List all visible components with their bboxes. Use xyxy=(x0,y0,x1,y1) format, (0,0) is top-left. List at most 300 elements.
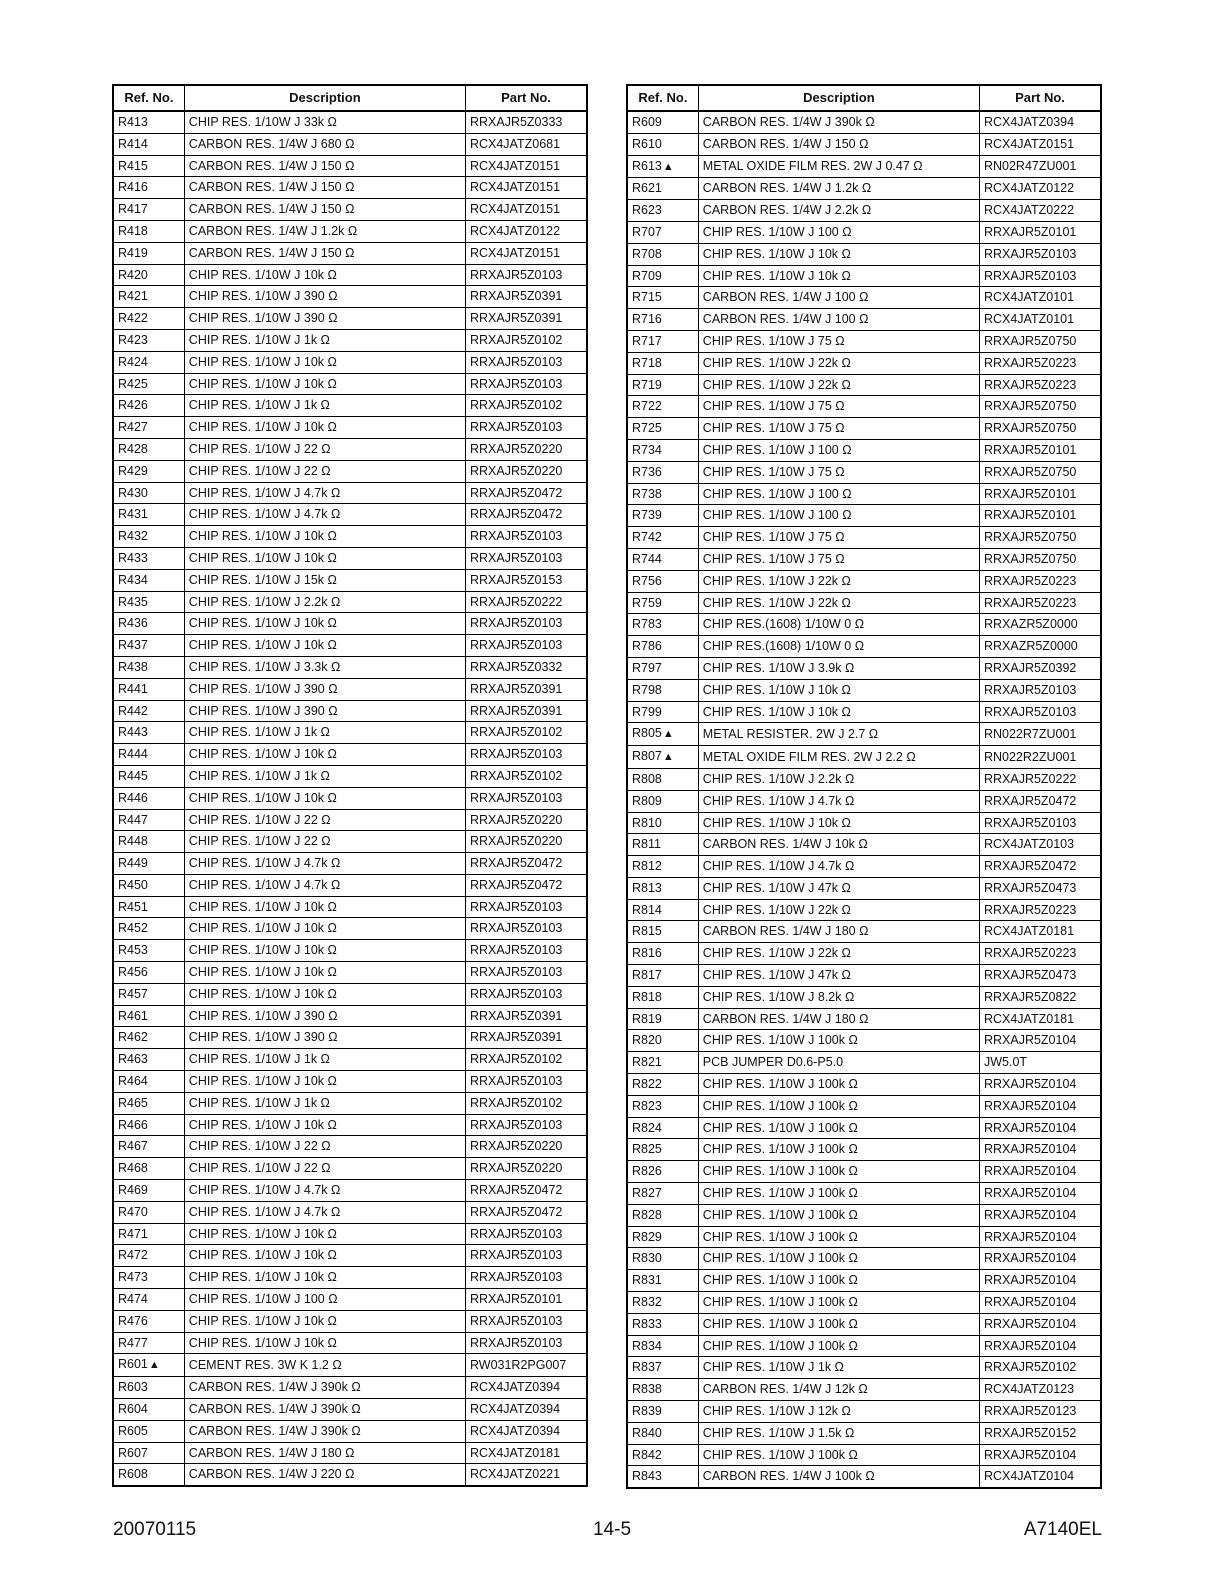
description-cell xyxy=(184,831,465,853)
ref-no-text: R823 xyxy=(632,1098,662,1113)
description-cell xyxy=(184,635,465,657)
part-no-text: RCX4JATZ0181 xyxy=(983,1011,1075,1026)
part-no-text: RRXAJR5Z0104 xyxy=(983,1251,1077,1266)
description-text: CHIP RES. 1/10W J 100k Ω xyxy=(702,1273,858,1288)
ref-no-text: R431 xyxy=(118,507,148,522)
part-no-cell xyxy=(979,570,1101,592)
description-text: CHIP RES. 1/10W J 22 Ω xyxy=(188,812,331,827)
ref-no-cell xyxy=(113,613,184,635)
ref-no-text: R822 xyxy=(632,1077,662,1092)
table-row xyxy=(627,1270,1101,1292)
ref-no-cell xyxy=(113,962,184,984)
ref-no-text: R421 xyxy=(118,289,148,304)
description-text: CHIP RES. 1/10W J 10k Ω xyxy=(188,420,337,435)
description-cell xyxy=(698,352,979,374)
description-cell xyxy=(184,460,465,482)
table-row xyxy=(113,133,587,155)
ref-no-text: R417 xyxy=(118,202,148,217)
part-no-cell xyxy=(979,812,1101,834)
part-no-text: RRXAJR5Z0101 xyxy=(983,442,1077,457)
part-no-text: RCX4JATZ0104 xyxy=(983,1469,1075,1484)
description-text: CHIP RES. 1/10W J 3.3k Ω xyxy=(188,659,341,674)
ref-no-text: R461 xyxy=(118,1008,148,1023)
part-no-text: RN022R7ZU001 xyxy=(983,726,1077,741)
ref-no-text: R433 xyxy=(118,550,148,565)
table-row xyxy=(627,812,1101,834)
description-text: CHIP RES. 1/10W J 100 Ω xyxy=(188,1292,338,1307)
ref-no-cell xyxy=(627,1226,698,1248)
part-no-cell xyxy=(465,220,587,242)
ref-no-text: R470 xyxy=(118,1204,148,1219)
ref-no-text: R828 xyxy=(632,1207,662,1222)
part-no-text: RRXAJR5Z0220 xyxy=(469,1139,563,1154)
description-cell xyxy=(184,765,465,787)
part-no-cell xyxy=(465,678,587,700)
ref-no-text: R449 xyxy=(118,856,148,871)
table-row xyxy=(113,1049,587,1071)
ref-no-cell xyxy=(113,700,184,722)
description-cell xyxy=(698,330,979,352)
ref-no-text: R451 xyxy=(118,899,148,914)
part-no-cell xyxy=(465,1092,587,1114)
table-row xyxy=(113,896,587,918)
description-cell xyxy=(184,1377,465,1399)
description-text: CHIP RES. 1/10W J 10k Ω xyxy=(188,1074,337,1089)
table-row xyxy=(627,899,1101,921)
description-text: METAL RESISTER. 2W J 2.7 Ω xyxy=(702,726,879,741)
description-cell xyxy=(184,220,465,242)
description-cell xyxy=(184,438,465,460)
part-no-cell xyxy=(979,1379,1101,1401)
part-no-cell xyxy=(979,1139,1101,1161)
description-text: CHIP RES. 1/10W J 1k Ω xyxy=(188,1095,330,1110)
ref-no-text: R428 xyxy=(118,441,148,456)
description-cell xyxy=(184,569,465,591)
ref-no-cell xyxy=(627,986,698,1008)
ref-no-text: R722 xyxy=(632,399,662,414)
part-no-cell xyxy=(465,656,587,678)
table-row xyxy=(113,635,587,657)
ref-no-cell xyxy=(113,417,184,439)
part-no-cell xyxy=(465,853,587,875)
part-no-cell xyxy=(979,986,1101,1008)
part-no-cell xyxy=(979,1248,1101,1270)
part-no-cell xyxy=(465,199,587,221)
part-no-cell xyxy=(979,1226,1101,1248)
ref-no-cell xyxy=(113,1245,184,1267)
ref-no-cell xyxy=(113,874,184,896)
part-no-cell xyxy=(465,831,587,853)
description-cell xyxy=(698,461,979,483)
part-no-cell xyxy=(465,286,587,308)
ref-no-cell xyxy=(627,1161,698,1183)
description-text: CHIP RES. 1/10W J 390 Ω xyxy=(188,1030,338,1045)
part-no-text: RRXAJR5Z0103 xyxy=(469,943,563,958)
description-cell xyxy=(698,133,979,155)
ref-no-cell xyxy=(627,1248,698,1270)
part-no-cell xyxy=(979,1313,1101,1335)
table-row xyxy=(627,527,1101,549)
table-row xyxy=(113,787,587,809)
description-text: CARBON RES. 1/4W J 150 Ω xyxy=(188,158,355,173)
description-text: CHIP RES. 1/10W J 22 Ω xyxy=(188,441,331,456)
description-cell xyxy=(184,547,465,569)
part-no-cell xyxy=(465,1289,587,1311)
description-text: CHIP RES. 1/10W J 10k Ω xyxy=(702,682,851,697)
part-no-cell xyxy=(979,1117,1101,1139)
description-cell xyxy=(698,1139,979,1161)
part-no-cell xyxy=(979,877,1101,899)
table-row xyxy=(113,264,587,286)
ref-no-cell xyxy=(627,921,698,943)
description-cell xyxy=(184,308,465,330)
description-cell xyxy=(184,417,465,439)
description-cell xyxy=(184,1354,465,1377)
ref-no-text: R819 xyxy=(632,1011,662,1026)
description-text: CHIP RES. 1/10W J 10k Ω xyxy=(188,747,337,762)
part-no-text: RRXAJR5Z0103 xyxy=(469,747,563,762)
ref-no-text: R830 xyxy=(632,1251,662,1266)
table-row xyxy=(627,1248,1101,1270)
part-no-cell xyxy=(465,1245,587,1267)
ref-no-cell xyxy=(627,548,698,570)
part-no-text: RCX4JATZ0151 xyxy=(469,180,561,195)
ref-no-text: R843 xyxy=(632,1469,662,1484)
part-no-cell xyxy=(465,896,587,918)
table-row xyxy=(627,1357,1101,1379)
part-no-cell xyxy=(979,309,1101,331)
part-no-cell xyxy=(465,1442,587,1464)
ref-no-cell xyxy=(113,220,184,242)
description-cell xyxy=(698,614,979,636)
part-no-cell xyxy=(979,1422,1101,1444)
table-row xyxy=(627,352,1101,374)
part-no-text: RCX4JATZ0394 xyxy=(983,115,1075,129)
part-no-cell xyxy=(979,178,1101,200)
part-no-cell xyxy=(465,613,587,635)
description-cell xyxy=(698,723,979,746)
ref-no-cell xyxy=(627,899,698,921)
table-row xyxy=(113,1005,587,1027)
table-row xyxy=(627,943,1101,965)
table-row xyxy=(113,460,587,482)
ref-no-text: R456 xyxy=(118,965,148,980)
table-row xyxy=(113,351,587,373)
ref-no-cell xyxy=(113,1332,184,1354)
ref-no-text: R812 xyxy=(632,859,662,874)
description-cell xyxy=(698,1117,979,1139)
part-no-text: RCX4JATZ0151 xyxy=(469,158,561,173)
ref-no-cell xyxy=(627,1466,698,1488)
description-text: CARBON RES. 1/4W J 1.2k Ω xyxy=(702,181,872,196)
part-no-text: RRXAJR5Z0102 xyxy=(983,1360,1077,1375)
description-text: CHIP RES. 1/10W J 8.2k Ω xyxy=(702,989,855,1004)
part-no-cell xyxy=(979,701,1101,723)
part-no-cell xyxy=(979,111,1101,133)
ref-no-cell xyxy=(113,177,184,199)
part-no-text: RRXAJR5Z0220 xyxy=(469,1161,563,1176)
ref-no-cell xyxy=(627,943,698,965)
description-cell xyxy=(184,1399,465,1421)
table-row xyxy=(113,547,587,569)
ref-no-cell xyxy=(113,1420,184,1442)
ref-no-text: R708 xyxy=(632,246,662,261)
part-no-text: RCX4JATZ0101 xyxy=(983,290,1075,305)
part-no-text: RRXAJR5Z0103 xyxy=(469,1335,563,1350)
description-text: CARBON RES. 1/4W J 100 Ω xyxy=(702,312,869,327)
part-no-cell xyxy=(979,265,1101,287)
ref-no-text: R717 xyxy=(632,333,662,348)
ref-no-text: R825 xyxy=(632,1142,662,1157)
description-cell xyxy=(698,965,979,987)
ref-no-text: R707 xyxy=(632,224,662,239)
table-row xyxy=(627,1139,1101,1161)
description-text: CHIP RES. 1/10W J 1k Ω xyxy=(188,1052,330,1067)
description-text: CHIP RES. 1/10W J 22 Ω xyxy=(188,1139,331,1154)
part-no-cell xyxy=(465,1180,587,1202)
ref-no-text: R415 xyxy=(118,158,148,173)
description-text: CHIP RES. 1/10W J 1k Ω xyxy=(188,725,330,740)
description-cell xyxy=(184,1267,465,1289)
description-cell xyxy=(184,1420,465,1442)
part-no-text: RCX4JATZ0222 xyxy=(983,203,1075,218)
description-cell xyxy=(698,1444,979,1466)
ref-no-text: R422 xyxy=(118,311,148,326)
description-cell xyxy=(698,1270,979,1292)
part-no-text: RRXAJR5Z0101 xyxy=(983,224,1077,239)
part-no-cell xyxy=(979,1052,1101,1074)
ref-no-text: R739 xyxy=(632,508,662,523)
description-text: CARBON RES. 1/4W J 680 Ω xyxy=(188,136,355,151)
table-row xyxy=(113,1201,587,1223)
description-cell xyxy=(698,943,979,965)
part-no-cell xyxy=(465,351,587,373)
part-no-text: RCX4JATZ0394 xyxy=(469,1402,561,1417)
description-text: CHIP RES. 1/10W J 4.7k Ω xyxy=(702,859,855,874)
description-text: CHIP RES. 1/10W J 2.2k Ω xyxy=(188,594,341,609)
ref-no-cell xyxy=(113,133,184,155)
description-cell xyxy=(698,221,979,243)
ref-no-text: R438 xyxy=(118,659,148,674)
part-no-text: RRXAJR5Z0220 xyxy=(469,812,563,827)
table-row xyxy=(113,1354,587,1377)
ref-no-cell xyxy=(627,439,698,461)
part-no-cell xyxy=(465,635,587,657)
description-cell xyxy=(698,396,979,418)
part-no-cell xyxy=(465,1399,587,1421)
table-row xyxy=(627,986,1101,1008)
part-no-cell xyxy=(979,1204,1101,1226)
ref-no-text: R457 xyxy=(118,986,148,1001)
part-no-cell xyxy=(465,722,587,744)
ref-no-cell xyxy=(113,678,184,700)
description-text: CHIP RES. 1/10W J 4.7k Ω xyxy=(188,485,341,500)
part-no-text: RRXAJR5Z0222 xyxy=(983,771,1077,786)
description-cell xyxy=(184,177,465,199)
part-no-text: RRXAJR5Z0392 xyxy=(983,660,1077,675)
description-text: CHIP RES. 1/10W J 100k Ω xyxy=(702,1164,858,1179)
ref-no-cell xyxy=(113,286,184,308)
ref-no-cell xyxy=(627,592,698,614)
part-no-cell xyxy=(979,1270,1101,1292)
description-text: CHIP RES. 1/10W J 1k Ω xyxy=(188,332,330,347)
safety-warning-icon: ▲ xyxy=(148,1359,160,1372)
ref-no-text: R447 xyxy=(118,812,148,827)
part-no-text: RRXAJR5Z0750 xyxy=(983,464,1077,479)
description-text: CHIP RES. 1/10W J 100k Ω xyxy=(702,1142,858,1157)
part-no-text: RRXAJR5Z0391 xyxy=(469,1008,563,1023)
description-text: CHIP RES. 1/10W J 4.7k Ω xyxy=(188,1204,341,1219)
part-no-cell xyxy=(465,1136,587,1158)
description-text: CHIP RES. 1/10W J 4.7k Ω xyxy=(702,793,855,808)
part-no-cell xyxy=(465,874,587,896)
part-no-cell xyxy=(465,177,587,199)
ref-no-text: R816 xyxy=(632,946,662,961)
ref-no-cell xyxy=(113,438,184,460)
description-text: CHIP RES. 1/10W J 4.7k Ω xyxy=(188,1183,341,1198)
part-no-cell xyxy=(465,264,587,286)
part-no-text: RRXAJR5Z0332 xyxy=(469,659,563,674)
ref-no-cell xyxy=(627,1379,698,1401)
ref-no-cell xyxy=(627,200,698,222)
part-no-text: RRXAJR5Z0104 xyxy=(983,1077,1077,1092)
part-no-text: RRXAJR5Z0103 xyxy=(469,550,563,565)
description-text: CHIP RES. 1/10W J 1.5k Ω xyxy=(702,1425,855,1440)
part-no-header: Part No. xyxy=(465,85,587,111)
part-no-text: RRXAJR5Z0102 xyxy=(469,332,563,347)
part-no-cell xyxy=(979,834,1101,856)
part-no-cell xyxy=(465,962,587,984)
ref-no-text: R603 xyxy=(118,1380,148,1395)
description-text: CHIP RES. 1/10W J 10k Ω xyxy=(188,1313,337,1328)
table-row xyxy=(113,765,587,787)
ref-no-text: R443 xyxy=(118,725,148,740)
ref-no-text: R423 xyxy=(118,332,148,347)
part-no-cell xyxy=(979,133,1101,155)
description-text: CHIP RES. 1/10W J 10k Ω xyxy=(188,638,337,653)
table-body xyxy=(627,111,1101,1488)
table-row xyxy=(113,722,587,744)
part-no-text: RCX4JATZ0122 xyxy=(983,181,1075,196)
part-no-cell xyxy=(979,330,1101,352)
part-no-text: RRXAJR5Z0102 xyxy=(469,1052,563,1067)
description-text: CHIP RES. 1/10W J 100 Ω xyxy=(702,486,852,501)
ref-no-text: R811 xyxy=(632,837,661,852)
description-cell xyxy=(698,1204,979,1226)
ref-no-text: R463 xyxy=(118,1052,148,1067)
table-row xyxy=(113,853,587,875)
ref-no-cell xyxy=(113,983,184,1005)
ref-no-cell xyxy=(627,1030,698,1052)
table-row xyxy=(627,200,1101,222)
table-row xyxy=(627,834,1101,856)
ref-no-text: R814 xyxy=(632,902,662,917)
table-row xyxy=(113,526,587,548)
ref-no-cell xyxy=(627,1117,698,1139)
part-no-text: RRXAJR5Z0103 xyxy=(469,899,563,914)
part-no-text: RRXAJR5Z0333 xyxy=(469,115,563,129)
ref-no-text: R742 xyxy=(632,530,662,545)
description-cell xyxy=(698,374,979,396)
part-no-text: RRXAJR5Z0103 xyxy=(469,616,563,631)
part-no-cell xyxy=(979,921,1101,943)
part-no-text: RRXAJR5Z0104 xyxy=(983,1447,1077,1462)
table-row xyxy=(113,1267,587,1289)
description-cell xyxy=(698,856,979,878)
table-row xyxy=(113,329,587,351)
safety-warning-icon: ▲ xyxy=(662,728,674,741)
part-no-cell xyxy=(979,723,1101,746)
description-text: CHIP RES. 1/10W J 100k Ω xyxy=(702,1295,858,1310)
part-no-cell xyxy=(979,768,1101,790)
part-no-text: RCX4JATZ0151 xyxy=(469,202,561,217)
ref-no-cell xyxy=(627,768,698,790)
ref-no-cell xyxy=(627,1074,698,1096)
table-row xyxy=(113,373,587,395)
ref-no-cell xyxy=(627,570,698,592)
table-row xyxy=(627,1466,1101,1488)
ref-no-text: R725 xyxy=(632,421,662,436)
description-text: CHIP RES. 1/10W J 10k Ω xyxy=(188,376,337,391)
description-text: CHIP RES. 1/10W J 10k Ω xyxy=(188,529,337,544)
description-text: CHIP RES. 1/10W J 10k Ω xyxy=(188,550,337,565)
ref-no-text: R827 xyxy=(632,1186,662,1201)
ref-no-text: R434 xyxy=(118,572,148,587)
description-cell xyxy=(184,1005,465,1027)
part-no-text: RRXAJR5Z0101 xyxy=(469,1292,563,1307)
ref-no-cell xyxy=(627,287,698,309)
ref-no-cell xyxy=(627,309,698,331)
ref-no-cell xyxy=(113,1027,184,1049)
description-text: CARBON RES. 1/4W J 390k Ω xyxy=(702,115,875,129)
description-cell xyxy=(698,812,979,834)
table-row xyxy=(113,831,587,853)
description-text: CHIP RES. 1/10W J 10k Ω xyxy=(188,1226,337,1241)
parts-table-right xyxy=(626,84,1102,1489)
part-no-cell xyxy=(979,657,1101,679)
ref-no-cell xyxy=(113,547,184,569)
ref-no-text: R424 xyxy=(118,354,148,369)
description-text: CHIP RES. 1/10W J 10k Ω xyxy=(702,815,851,830)
table-row xyxy=(627,679,1101,701)
part-no-text: RRXAJR5Z0223 xyxy=(983,902,1077,917)
description-text: CHIP RES. 1/10W J 100 Ω xyxy=(702,224,852,239)
ref-no-cell xyxy=(627,133,698,155)
table-row xyxy=(627,1444,1101,1466)
description-text: CARBON RES. 1/4W J 180 Ω xyxy=(702,924,869,939)
table-row xyxy=(627,1052,1101,1074)
ref-no-text: R813 xyxy=(632,880,662,895)
description-cell xyxy=(698,746,979,769)
part-no-text: RRXAJR5Z0101 xyxy=(983,486,1077,501)
ref-no-text: R719 xyxy=(632,377,662,392)
part-no-text: RN022R2ZU001 xyxy=(983,749,1077,764)
table-row xyxy=(113,962,587,984)
description-cell xyxy=(698,768,979,790)
part-no-cell xyxy=(979,1335,1101,1357)
description-text: CHIP RES. 1/10W J 22k Ω xyxy=(702,595,851,610)
description-text: CARBON RES. 1/4W J 390k Ω xyxy=(188,1380,361,1395)
description-cell xyxy=(698,155,979,178)
ref-no-text: R718 xyxy=(632,355,662,370)
ref-no-cell xyxy=(113,591,184,613)
description-text: CHIP RES.(1608) 1/10W 0 Ω xyxy=(702,617,865,632)
table-row xyxy=(627,309,1101,331)
part-no-text: RRXAJR5Z0473 xyxy=(983,968,1077,983)
description-text: CHIP RES. 1/10W J 10k Ω xyxy=(188,943,337,958)
table-row xyxy=(627,1335,1101,1357)
part-no-cell xyxy=(465,395,587,417)
